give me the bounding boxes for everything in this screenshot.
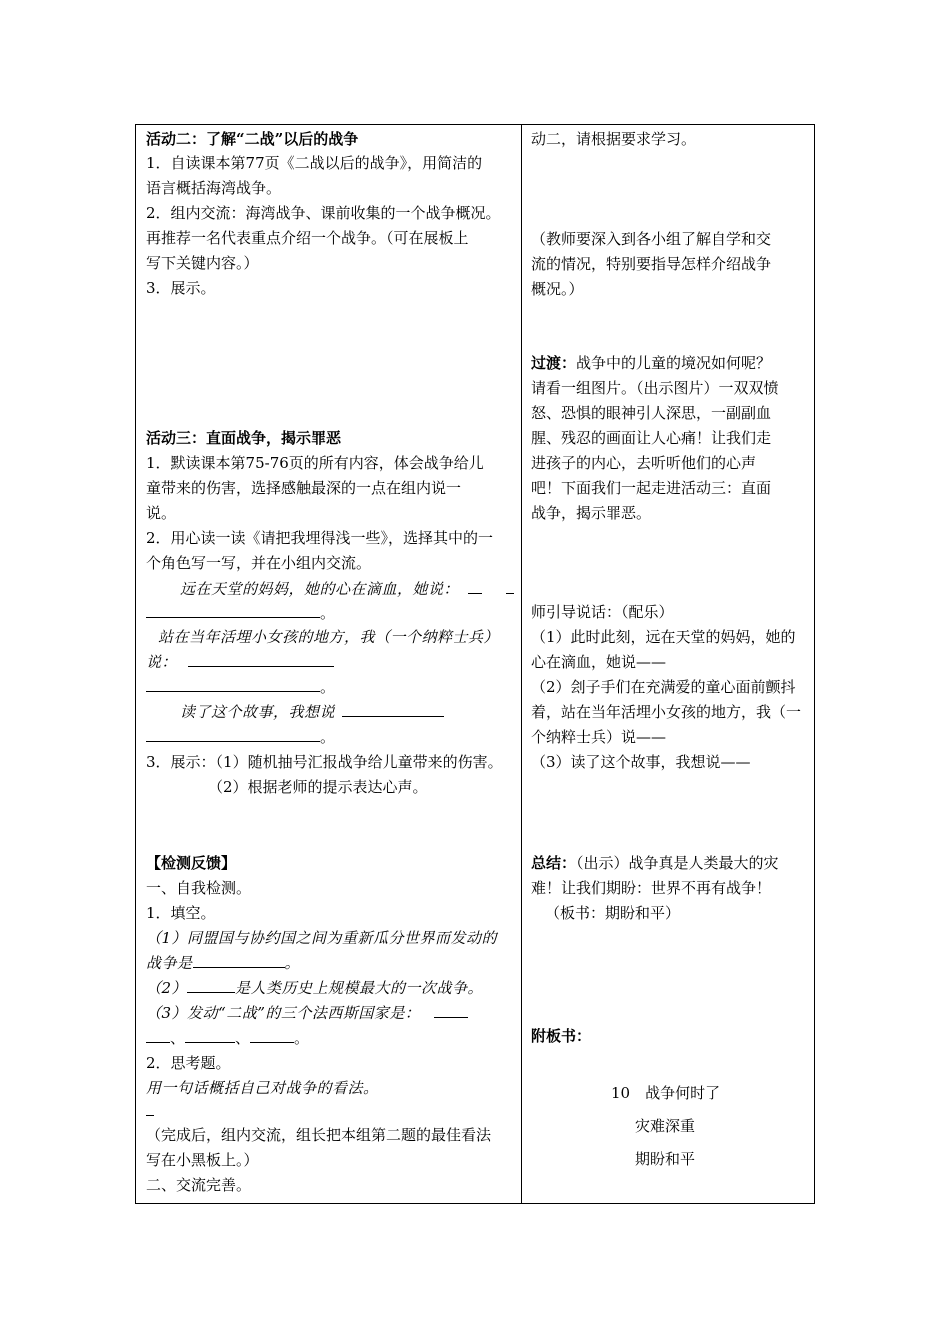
fill-blank[interactable] <box>468 579 482 594</box>
guidance-line: 战争，揭示罪恶。 <box>531 504 652 522</box>
guidance-line: 动二，请根据要求学习。 <box>531 130 697 148</box>
period: 。 <box>284 954 301 972</box>
answer-blank[interactable] <box>185 1028 235 1043</box>
answer-blank[interactable] <box>187 978 235 993</box>
activity2-line: 1．自读课本第77页《二战以后的战争》，用简洁的 <box>146 154 483 172</box>
fill-blank[interactable] <box>146 677 320 692</box>
feedback-line: （完成后，组内交流，组长把本组第二题的最佳看法 <box>146 1126 492 1144</box>
answer-line <box>146 1101 154 1121</box>
guidance-line: （教师要深入到各小组了解自学和交 <box>531 230 772 248</box>
activity2-line: 3．展示。 <box>146 279 216 297</box>
answer-blank[interactable] <box>146 1101 154 1116</box>
answer-blank[interactable] <box>434 1003 468 1018</box>
fill-prompt: 远在天堂的妈妈，她的心在滴血，她说： <box>180 580 460 598</box>
fill-blank[interactable] <box>146 603 320 618</box>
activity2-title: 活动二：了解“二战”以后的战争 <box>146 130 359 148</box>
fill-prompt: 读了这个故事，我想说 <box>180 703 336 721</box>
feedback-line: 写在小黑板上。） <box>146 1151 259 1169</box>
summary-text: （出示）战争真是人类最大的灾 <box>576 854 779 872</box>
activity2-line: 2．组内交流：海湾战争、课前收集的一个战争概况。 <box>146 204 501 222</box>
guidance-line: 着，站在当年活埋小女孩的地方，我（一 <box>531 703 802 721</box>
guidance-line: （板书：期盼和平） <box>545 904 681 922</box>
activity3-line: 童带来的伤害，选择感触最深的一点在组内说一 <box>146 479 462 497</box>
transition-text: 战争中的儿童的境况如何呢？ <box>576 354 772 372</box>
answer-blank[interactable] <box>193 953 285 968</box>
guidance-line: 流的情况，特别要指导怎样介绍战争 <box>531 255 772 273</box>
guidance-line: （2）刽子手们在充满爱的童心面前颤抖 <box>531 678 796 696</box>
period: 。 <box>320 604 336 622</box>
fill-line-cont <box>146 677 335 697</box>
fill-line-cont <box>146 603 335 623</box>
fill-line-mother <box>180 579 514 599</box>
guidance-line: （3）读了这个故事，我想说—— <box>531 753 751 771</box>
answer-blank[interactable] <box>250 1028 294 1043</box>
separator: 、 <box>235 1029 251 1047</box>
fill-line-story <box>180 702 444 722</box>
activity3-line: 2．用心读一读《请把我埋得浅一些》，选择其中的一 <box>146 529 494 547</box>
feedback-line: 用一句话概括自己对战争的看法。 <box>146 1079 379 1097</box>
guidance-line: 怒、恐惧的眼神引人深思，一副副血 <box>531 404 772 422</box>
feedback-line: 二、交流完善。 <box>146 1176 252 1194</box>
feedback-line: 2．思考题。 <box>146 1054 231 1072</box>
separator: 、 <box>170 1029 186 1047</box>
guidance-line: 个纳粹士兵）说—— <box>531 728 667 746</box>
question-text: 是人类历史上规模最大的一次战争。 <box>235 979 484 997</box>
show-line: （2）根据老师的提示表达心声。 <box>208 778 428 796</box>
activity3-line: 说。 <box>146 504 177 522</box>
guidance-line: 心在滴血，她说—— <box>531 653 667 671</box>
fill-blank[interactable] <box>342 702 444 717</box>
question-text: 战争是 <box>146 954 193 972</box>
period: 。 <box>320 728 336 746</box>
guidance-line: 难！让我们期盼：世界不再有战争！ <box>531 879 772 897</box>
summary-line <box>531 853 779 873</box>
show-line: 3．展示：（1）随机抽号汇报战争给儿童带来的伤害。 <box>146 753 503 771</box>
activity2-line: 写下关键内容。） <box>146 254 259 272</box>
question-1-cont <box>146 953 300 973</box>
transition-line <box>531 353 771 373</box>
question-3-cont <box>146 1028 309 1048</box>
transition-label: 过渡： <box>531 354 577 372</box>
column-divider <box>521 125 522 1203</box>
board-label: 附板书： <box>531 1027 592 1045</box>
board-title: 10 战争何时了 <box>611 1084 721 1102</box>
activity3-line: 个角色写一写，并在小组内交流。 <box>146 554 372 572</box>
board-item: 期盼和平 <box>635 1150 696 1168</box>
activity2-line: 再推荐一名代表重点介绍一个战争。（可在展板上 <box>146 229 469 247</box>
question-3 <box>146 1003 468 1023</box>
guidance-line: 腥、残忍的画面让人心痛！让我们走 <box>531 429 772 447</box>
fill-prompt: 说： <box>146 653 178 671</box>
feedback-title: 【检测反馈】 <box>146 854 237 872</box>
fill-blank[interactable] <box>506 579 514 594</box>
guidance-line: 概况。） <box>531 280 584 298</box>
fill-line-say <box>146 652 334 672</box>
feedback-line: 一、自我检测。 <box>146 879 252 897</box>
summary-label: 总结： <box>531 854 577 872</box>
guidance-line: （1）此时此刻，远在天堂的妈妈，她的 <box>531 628 796 646</box>
question-1: （1）同盟国与协约国之间为重新瓜分世界而发动的 <box>146 929 498 947</box>
fill-line-soldier: 站在当年活埋小女孩的地方，我（一个纳粹士兵） <box>158 628 500 646</box>
board-item: 灾难深重 <box>635 1117 696 1135</box>
feedback-line: 1．填空。 <box>146 904 216 922</box>
activity2-line: 语言概括海湾战争。 <box>146 179 282 197</box>
guidance-line: 请看一组图片。（出示图片）一双双愤 <box>531 379 779 397</box>
fill-line-cont <box>146 727 335 747</box>
guidance-line: 进孩子的内心，去听听他们的心声 <box>531 454 757 472</box>
period: 。 <box>294 1029 310 1047</box>
question-number: （2） <box>146 979 188 997</box>
activity3-line: 1．默读课本第75-76页的所有内容，体会战争给儿 <box>146 454 484 472</box>
activity3-title: 活动三：直面战争，揭示罪恶 <box>146 429 342 447</box>
answer-blank[interactable] <box>146 1028 170 1043</box>
fill-blank[interactable] <box>146 727 320 742</box>
question-2 <box>146 978 483 998</box>
lesson-plan-table <box>135 124 815 1204</box>
guidance-line: 师引导说话：（配乐） <box>531 603 674 621</box>
guidance-line: 吧！下面我们一起走进活动三：直面 <box>531 479 772 497</box>
period: 。 <box>320 678 336 696</box>
question-text: （3）发动“二战”的三个法西斯国家是： <box>146 1004 421 1022</box>
fill-blank[interactable] <box>188 652 334 667</box>
